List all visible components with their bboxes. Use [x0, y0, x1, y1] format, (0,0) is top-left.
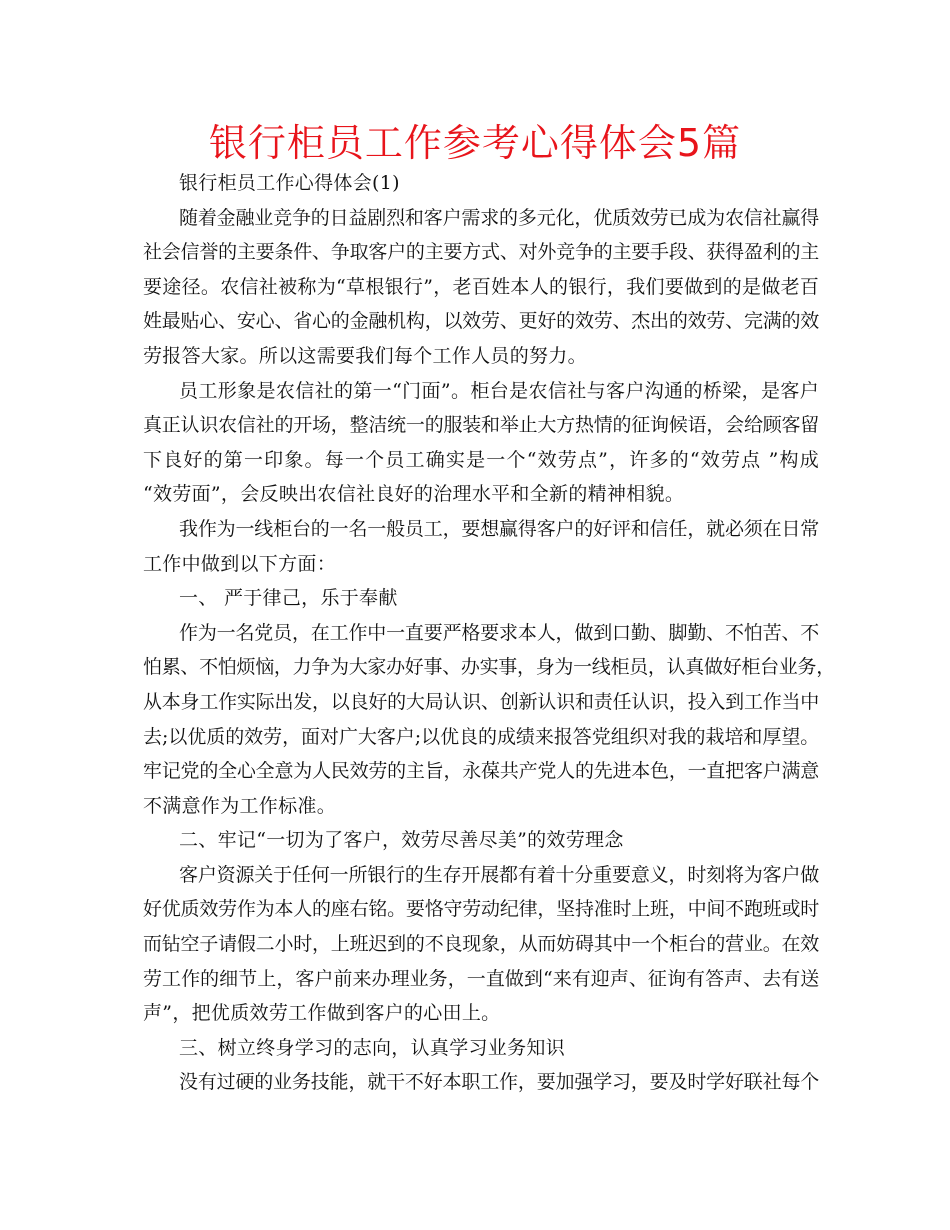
text-line: 社会信誉的主要条件、争取客户的主要方式、对外竞争的主要手段、获得盈利的主: [143, 241, 819, 264]
text-line: 二、牢记“一切为了客户，效劳尽善尽美”的效劳理念: [179, 829, 624, 852]
text-line: 工作中做到以下方面：: [143, 552, 337, 575]
text-line: 从本身工作实际出发，以良好的大局认识、创新认识和责任认识，投入到工作当中: [143, 690, 819, 713]
text-line: “效劳面”，会反映出农信社良好的治理水平和全新的精神相貌。: [143, 483, 685, 506]
text-line: 作为一名党员，在工作中一直要严格要求本人，做到口勤、脚勤、不怕苦、不: [179, 621, 819, 644]
text-line: 下良好的第一印象。每一个员工确实是一个“效劳点”，许多的“效劳点 ”构成: [143, 448, 819, 471]
text-line: 客户资源关于任何一所银行的生存开展都有着十分重要意义，时刻将为客户做: [179, 863, 819, 886]
text-line: 姓最贴心、安心、省心的金融机构，以效劳、更好的效劳、杰出的效劳、完满的效: [143, 310, 819, 333]
text-line: 牢记党的全心全意为人民效劳的主旨，永葆共产党人的先进本色，一直把客户满意: [143, 760, 819, 783]
text-line: 一、 严于律己，乐于奉献: [179, 587, 398, 610]
text-line: 去;以优质的效劳，面对广大客户;以优良的成绩来报答党组织对我的栽培和厚望。: [143, 725, 819, 748]
text-line: 要途径。农信社被称为“草根银行”，老百姓本人的银行，我们要做到的是做老百: [143, 275, 820, 298]
text-line: 我作为一线柜台的一名一般员工，要想赢得客户的好评和信任，就必须在日常: [179, 517, 819, 540]
document-body: [143, 166, 835, 1100]
text-line: 怕累、不怕烦恼，力争为大家办好事、办实事，身为一线柜员，认真做好柜台业务，: [143, 656, 835, 679]
text-line: 不满意作为工作标准。: [143, 794, 337, 817]
text-line: 随着金融业竞争的日益剧烈和客户需求的多元化，优质效劳已成为农信社赢得: [179, 206, 819, 229]
text-line: 员工形象是农信社的第一“门面”。柜台是农信社与客户沟通的桥梁，是客户: [179, 379, 819, 402]
text-line: 声”，把优质效劳工作做到客户的心田上。: [143, 1002, 501, 1025]
text-line: 劳工作的细节上，客户前来办理业务，一直做到“来有迎声、征询有答声、去有送: [143, 967, 819, 990]
text-line: 好优质效劳作为本人的座右铭。要恪守劳动纪律，坚持准时上班，中间不跑班或时: [143, 898, 819, 921]
text-line: 银行柜员工作心得体会(1): [179, 172, 400, 194]
text-line: 没有过硬的业务技能，就干不好本职工作，要加强学习，要及时学好联社每个: [179, 1071, 819, 1094]
text-line: 真正认识农信社的开场，整洁统一的服装和举止大方热情的征询候语，会给顾客留: [143, 414, 819, 437]
document-title: 银行柜员工作参考心得体会5篇: [208, 121, 742, 165]
text-line: 而钻空子请假二小时，上班迟到的不良现象，从而妨碍其中一个柜台的营业。在效: [143, 933, 819, 956]
text-line: 三、树立终身学习的志向，认真学习业务知识: [179, 1036, 566, 1059]
text-line: 劳报答大家。所以这需要我们每个工作人员的努力。: [143, 344, 587, 367]
